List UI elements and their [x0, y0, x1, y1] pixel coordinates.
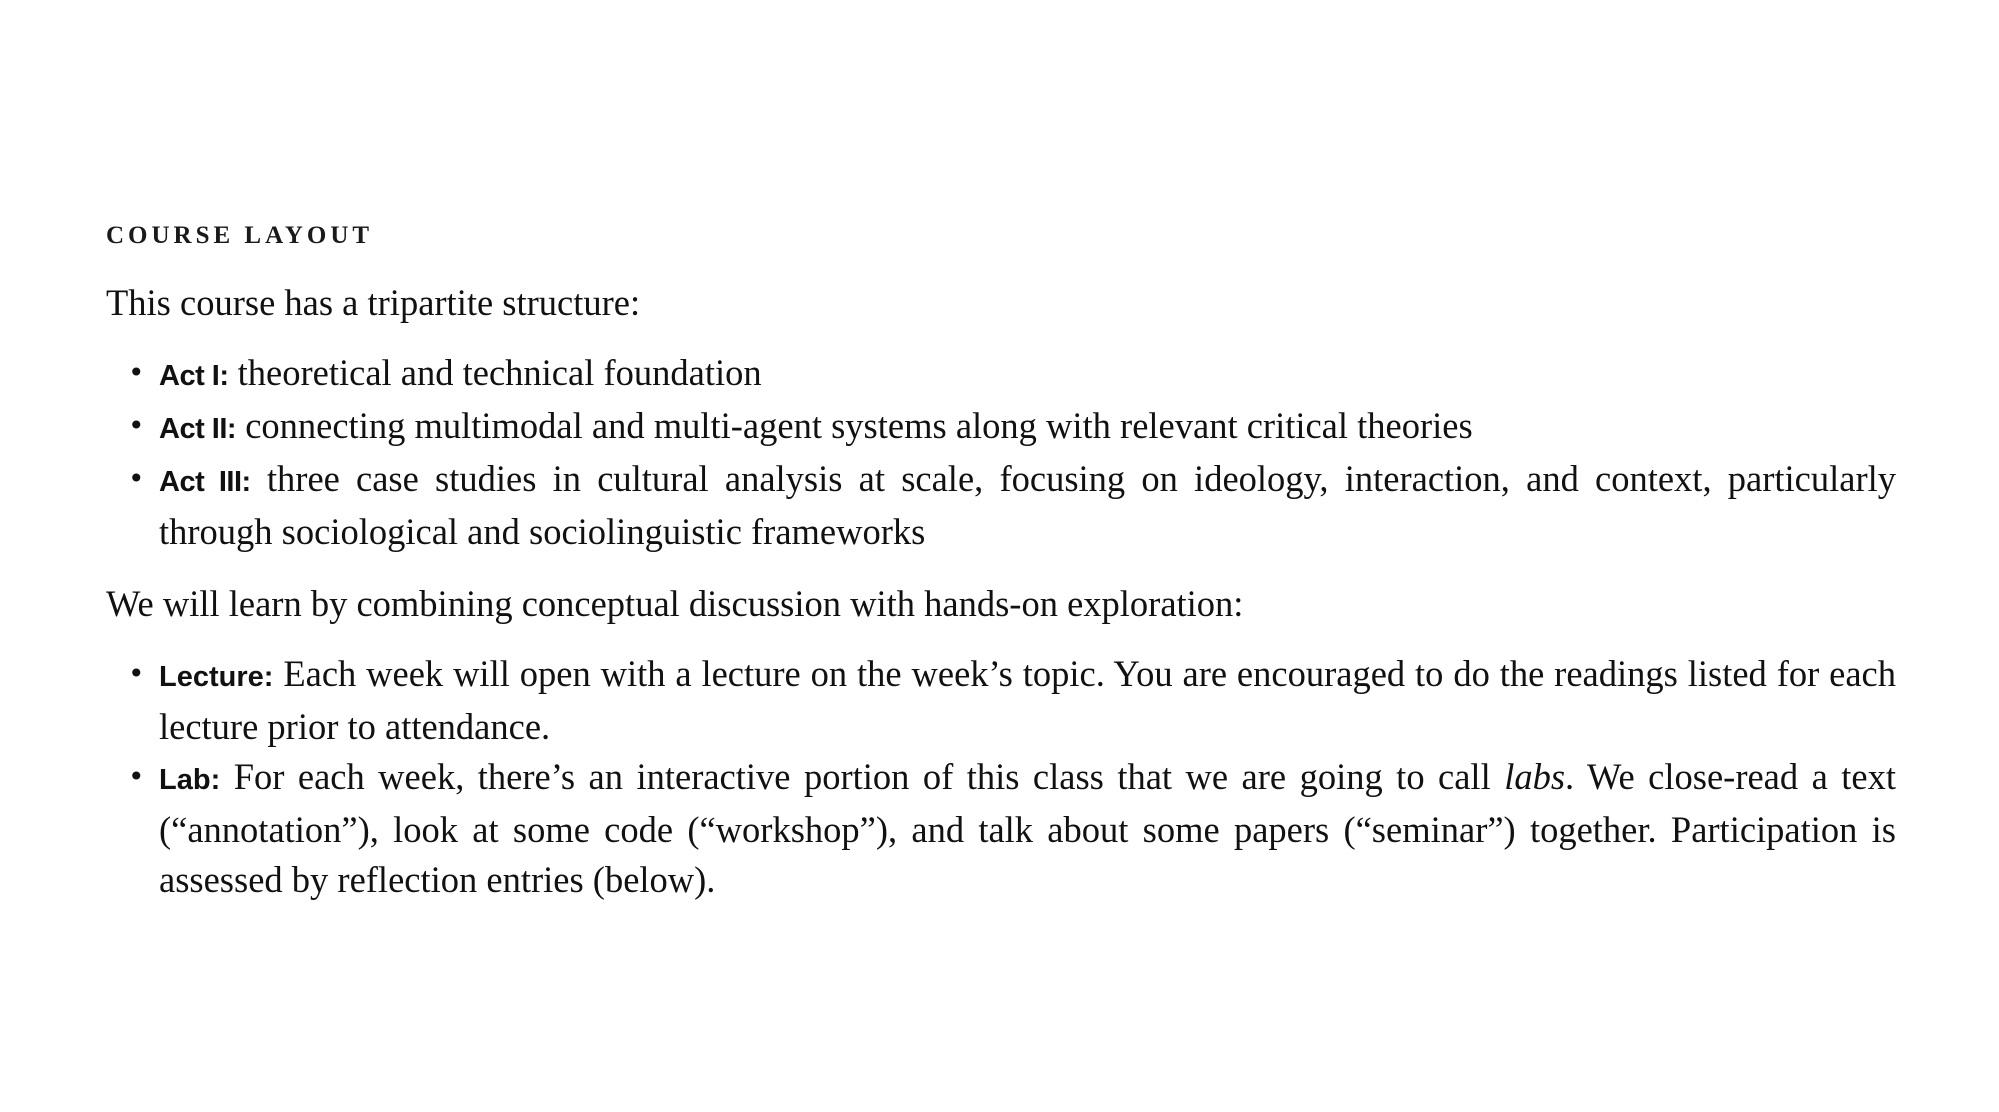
lab-description-start: For each week, there’s an interactive portion of this class that we are going to call [220, 756, 1505, 797]
lecture-term: Lecture [159, 661, 264, 693]
intro-paragraph: This course has a tripartite structure: [106, 282, 641, 323]
term-separator: : [219, 360, 229, 392]
bullet-icon: • [128, 760, 145, 793]
list-item-lecture [106, 649, 1896, 752]
method-paragraph: We will learn by combining conceptual discussion with hands-on exploration: [106, 583, 1244, 624]
formats-list [106, 649, 1896, 905]
lab-description-end: . We close-read a text (“annotation”), look at some code (“workshop”), and talk about some papers (“seminar”) together. Participation is assessed by reflection entries (below). [159, 756, 1896, 900]
labs-emphasis: labs [1504, 756, 1566, 797]
bullet-icon: • [128, 657, 145, 690]
act-description: theoretical and technical foundation [228, 352, 762, 393]
list-item-act-1 [106, 348, 1896, 401]
lecture-description: Each week will open with a lecture on the week’s topic. You are encouraged to do the readings listed for each lecture prior to attendance. [159, 653, 1896, 747]
course-layout-section [106, 218, 1896, 927]
term-separator: : [226, 413, 237, 445]
act-term: Act II [159, 413, 227, 445]
bullet-icon: • [128, 409, 145, 442]
lab-term: Lab [159, 764, 211, 796]
bullet-icon: • [128, 356, 145, 389]
bullet-icon: • [128, 462, 145, 495]
term-separator: : [241, 466, 251, 498]
term-separator: : [263, 661, 274, 693]
list-item-lab [106, 752, 1896, 905]
act-description: connecting multimodal and multi-agent systems along with relevant critical theories [236, 405, 1473, 446]
term-separator: : [210, 764, 221, 796]
act-description: three case studies in cultural analysis at scale, focusing on ideology, interaction, and context, particularly through sociological and sociolinguistic frameworks [159, 458, 1896, 552]
section-heading: COURSE LAYOUT [106, 222, 374, 249]
list-item-act-3 [106, 454, 1896, 557]
acts-list [106, 348, 1896, 557]
list-item-act-2 [106, 401, 1896, 454]
act-term: Act III [159, 466, 242, 498]
act-term: Act I [159, 360, 220, 392]
